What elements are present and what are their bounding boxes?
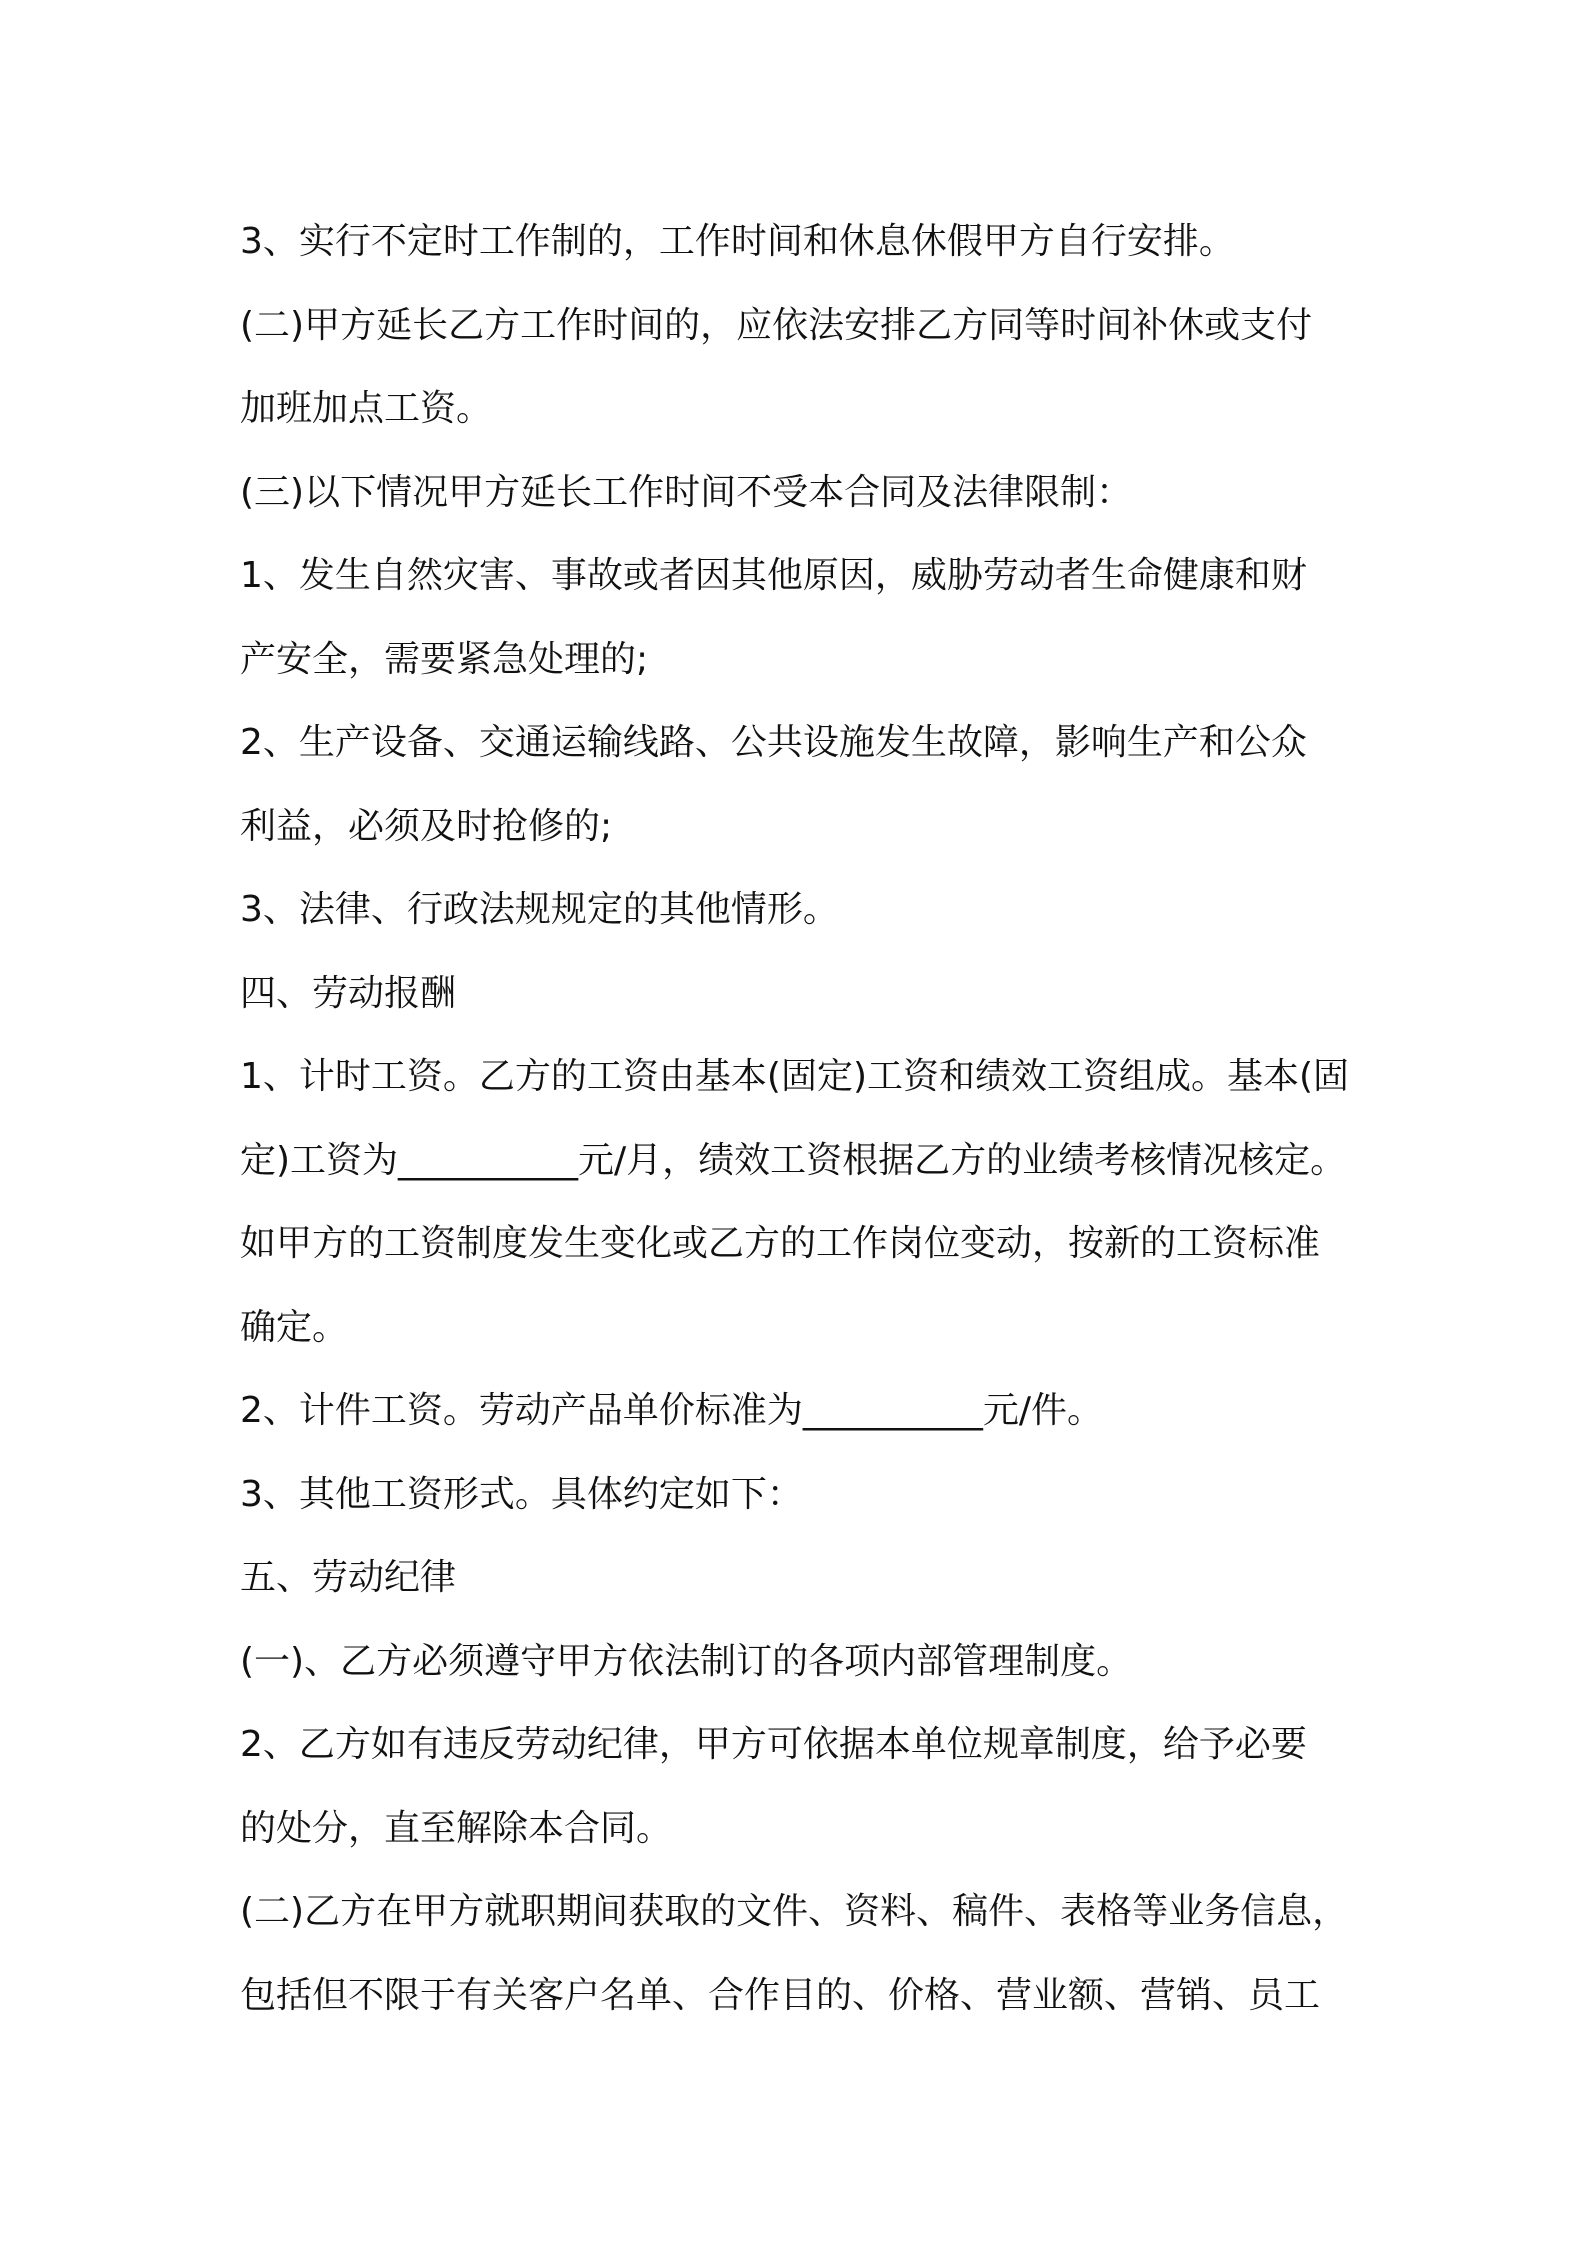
text-line: 产安全，需要紧急处理的; [240,638,649,680]
text-line: 1、发生自然灾害、事故或者因其他原因，威胁劳动者生命健康和财 [240,555,1307,596]
text-line: (三)以下情况甲方延长工作时间不受本合同及法律限制： [240,471,1133,513]
text-line: 利益，必须及时抢修的; [240,805,613,847]
text-line: 3、实行不定时工作制的，工作时间和休息休假甲方自行安排。 [240,221,1235,262]
text-line: 包括但不限于有关客户名单、合作目的、价格、营业额、营销、员工 [240,1974,1321,2016]
text-line: 如甲方的工资制度发生变化或乙方的工作岗位变动，按新的工资标准 [240,1223,1321,1264]
section-heading: 四、劳动报酬 [240,972,457,1014]
text-line: 确定。 [240,1306,349,1348]
text-line: 的处分，直至解除本合同。 [240,1807,673,1849]
text-line: 2、乙方如有违反劳动纪律，甲方可依据本单位规章制度，给予必要 [240,1724,1307,1765]
section-heading: 五、劳动纪律 [240,1557,457,1598]
text-line: 2、生产设备、交通运输线路、公共设施发生故障，影响生产和公众 [240,722,1307,763]
text-line: (一)、乙方必须遵守甲方依法制订的各项内部管理制度。 [240,1640,1133,1682]
text-line: 3、其他工资形式。具体约定如下： [240,1473,803,1515]
text-line: (二)乙方在甲方就职期间获取的文件、资料、稿件、表格等业务信息， [240,1891,1349,1932]
text-line: 2、计件工资。劳动产品单价标准为__________元/件。 [240,1390,1104,1431]
text-line: (二)甲方延长乙方工作时间的，应依法安排乙方同等时间补休或支付 [240,304,1313,346]
text-line: 3、法律、行政法规规定的其他情形。 [240,889,839,930]
document-body [240,200,1400,2037]
text-line: 1、计时工资。乙方的工资由基本(固定)工资和绩效工资组成。基本(固 [240,1056,1350,1097]
text-line: 定)工资为__________元/月，绩效工资根据乙方的业绩考核情况核定。 [240,1139,1347,1181]
text-line: 加班加点工资。 [240,388,493,429]
